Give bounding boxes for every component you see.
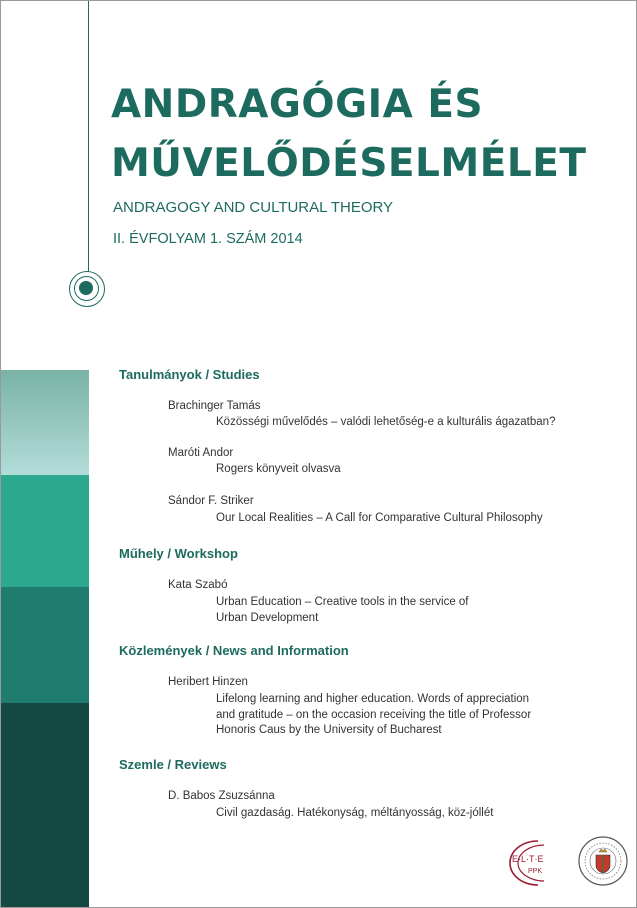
section-title-studies: Tanulmányok / Studies xyxy=(119,367,260,382)
toc-author: D. Babos Zsuzsánna xyxy=(168,790,275,802)
toc-author: Maróti Andor xyxy=(168,447,234,459)
journal-title-line2: MŰVELŐDÉSELMÉLET xyxy=(111,141,587,186)
university-seal-icon xyxy=(577,835,629,887)
section-title-workshop: Műhely / Workshop xyxy=(119,546,238,561)
toc-article-title[interactable]: Rogers könyveit olvasva xyxy=(216,463,341,475)
section-title-reviews: Szemle / Reviews xyxy=(119,757,227,772)
toc-author: Brachinger Tamás xyxy=(168,400,261,412)
journal-subtitle: ANDRAGOGY AND CULTURAL THEORY xyxy=(113,199,394,216)
target-circle-icon xyxy=(69,271,105,307)
toc-author: Heribert Hinzen xyxy=(168,676,248,688)
toc-article-title[interactable]: Our Local Realities – A Call for Comparative Cultural Philosophy xyxy=(216,512,543,524)
toc-article-title[interactable]: Közösségi művelődés – valódi lehetőség-e a kulturális ágazatban? xyxy=(216,416,556,428)
color-band-darkest xyxy=(1,703,89,907)
issue-info: II. ÉVFOLYAM 1. SZÁM 2014 xyxy=(113,231,303,247)
elte-logo-text: E·L·T·E xyxy=(512,854,544,864)
toc-article-title[interactable]: Civil gazdaság. Hatékonyság, méltányosság, köz-jóllét xyxy=(216,807,494,819)
ppk-logo-text: PPK xyxy=(528,868,543,875)
toc-author: Sándor F. Striker xyxy=(168,495,254,507)
toc-article-title[interactable]: Urban Education – Creative tools in the service of Urban Development xyxy=(216,596,469,624)
section-title-news: Közlemények / News and Information xyxy=(119,643,349,658)
decorative-vertical-line xyxy=(88,1,89,279)
elte-ppk-logo-icon xyxy=(504,835,564,891)
color-band-dark xyxy=(1,587,89,703)
journal-title-line1: ANDRAGÓGIA ÉS xyxy=(111,82,484,127)
color-band-light xyxy=(1,370,89,475)
toc-author: Kata Szabó xyxy=(168,579,228,591)
toc-article-title[interactable]: Lifelong learning and higher education. Words of appreciation and gratitude – on the occasion receiving the title of Professor Honoris Caus by the University of Bucharest xyxy=(216,693,532,736)
color-band-mid xyxy=(1,475,89,587)
